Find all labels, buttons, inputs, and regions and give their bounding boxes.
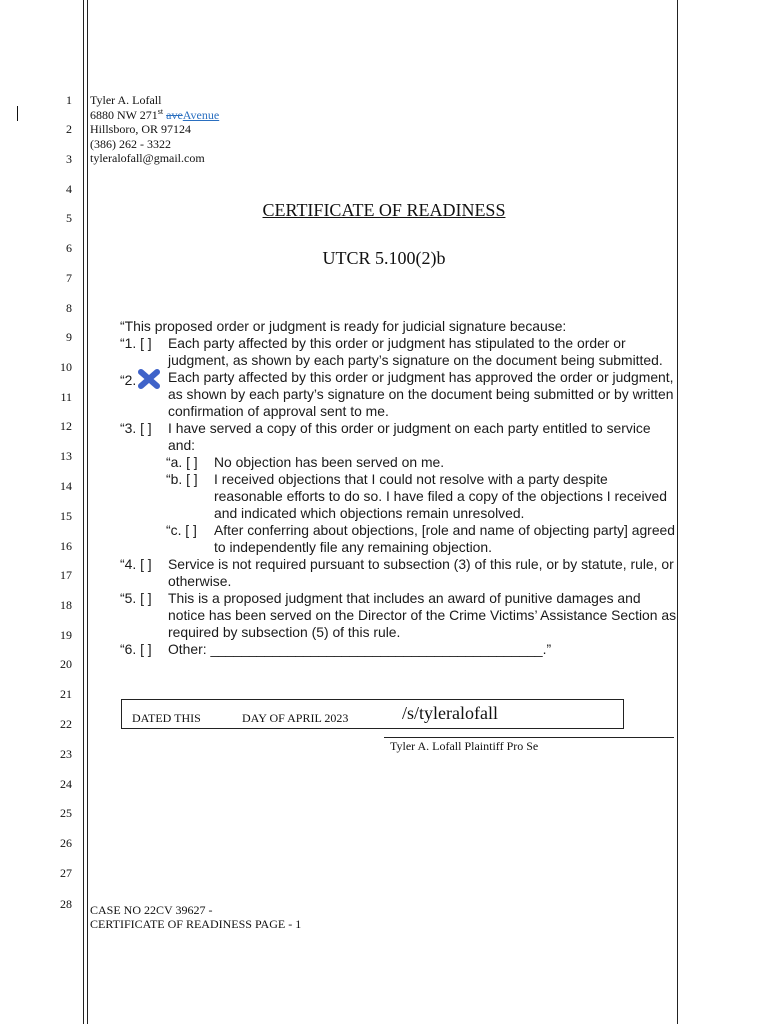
- sub-list-item: “c. [ ] After conferring about objections, [role and name of objecting party] agreed to independently file any remaining objection.: [166, 522, 675, 555]
- left-margin-rule-outer: [83, 0, 84, 1024]
- line-number: 14: [60, 479, 72, 493]
- inserted-text[interactable]: Avenue: [182, 107, 220, 122]
- line-number: 15: [60, 509, 72, 523]
- line-number: 16: [60, 539, 72, 553]
- header-block: [90, 93, 219, 166]
- line-number: 21: [60, 687, 72, 701]
- line-number: 22: [60, 717, 72, 731]
- line-number: 3: [66, 152, 72, 166]
- line-number: 28: [60, 897, 72, 911]
- document-title: CERTIFICATE OF READINESS: [262, 200, 506, 220]
- line-number: 8: [66, 301, 72, 315]
- line-number: 2: [66, 122, 72, 136]
- line-number: 26: [60, 836, 72, 850]
- document-subtitle: UTCR 5.100(2)b: [322, 248, 446, 268]
- header-phone: (386) 262 - 3322: [90, 136, 171, 151]
- list-item: “2. Each party affected by this order or judgment has approved the order or judgment, as shown by each party’s signature on the document being submitted or by written confirmation of approval sent to me.: [120, 369, 674, 419]
- header-address[interactable]: 6880 NW 271st aveAvenue: [90, 106, 220, 122]
- signer-name: Tyler A. Lofall Plaintiff Pro Se: [390, 739, 539, 753]
- sub-list-item: “a. [ ] No objection has been served on me.: [166, 454, 445, 470]
- list-item: “5. [ ] This is a proposed judgment that includes an award of punitive damages and notice has been served on the Director of the Crime Victims’ Assistance Section as required by subsection (5) of this rule.: [120, 590, 677, 640]
- text-cursor: [17, 106, 18, 121]
- dated-label: DATED THIS: [132, 711, 201, 725]
- footer-page-label: CERTIFICATE OF READINESS PAGE - 1: [90, 917, 302, 931]
- line-number: 23: [60, 747, 72, 761]
- line-number: 19: [60, 628, 72, 642]
- footer-case-number: CASE NO 22CV 39627 -: [90, 903, 213, 917]
- line-number: 6: [66, 241, 72, 255]
- sub-list-item: “b. [ ] I received objections that I could not resolve with a party despite reasonable efforts to do so. I have filed a copy of the objections I received and indicated which objections remain unresolved.: [166, 471, 668, 521]
- line-number: 24: [60, 777, 72, 791]
- header-email: tyleralofall@gmail.com: [90, 151, 205, 166]
- signature-line: [384, 737, 674, 738]
- line-number: 10: [60, 360, 72, 374]
- line-number: 4: [66, 182, 72, 196]
- line-number: 20: [60, 657, 72, 671]
- dated-box: [121, 699, 624, 729]
- deleted-text[interactable]: ave: [166, 107, 183, 122]
- list-item: “3. [ ] I have served a copy of this order or judgment on each party entitled to service and:: [120, 420, 651, 453]
- list-item: “1. [ ] Each party affected by this order or judgment has stipulated to the order or judgment, as shown by each party’s signature on the document being submitted.: [120, 335, 663, 368]
- line-number: 11: [60, 390, 72, 404]
- list-item: “6. [ ] Other: ___________________________________________.”: [120, 641, 552, 657]
- line-number: 17: [60, 568, 72, 582]
- certificate-body: [120, 318, 680, 658]
- page-footer: [90, 903, 301, 931]
- intro-text: “This proposed order or judgment is ready for judicial signature because:: [120, 318, 567, 334]
- electronic-signature: /s/tyleralofall: [402, 703, 498, 723]
- dated-day: DAY OF APRIL 2023: [242, 711, 349, 725]
- line-number: 1: [66, 93, 72, 107]
- left-margin-rule-inner: [87, 0, 88, 1024]
- line-number: 25: [60, 806, 72, 820]
- line-number: 9: [66, 330, 72, 344]
- header-name: Tyler A. Lofall: [90, 93, 162, 107]
- line-number: 5: [66, 211, 72, 225]
- line-number: 13: [60, 449, 72, 463]
- line-number: 12: [60, 419, 72, 433]
- list-item: “4. [ ] Service is not required pursuant to subsection (3) of this rule, or by statute, rule, or otherwise.: [120, 556, 674, 589]
- checked-x-icon[interactable]: [138, 369, 160, 389]
- line-number: 7: [66, 271, 72, 285]
- header-city: Hillsboro, OR 97124: [90, 122, 192, 137]
- line-number: 27: [60, 866, 72, 880]
- line-number: 18: [60, 598, 72, 612]
